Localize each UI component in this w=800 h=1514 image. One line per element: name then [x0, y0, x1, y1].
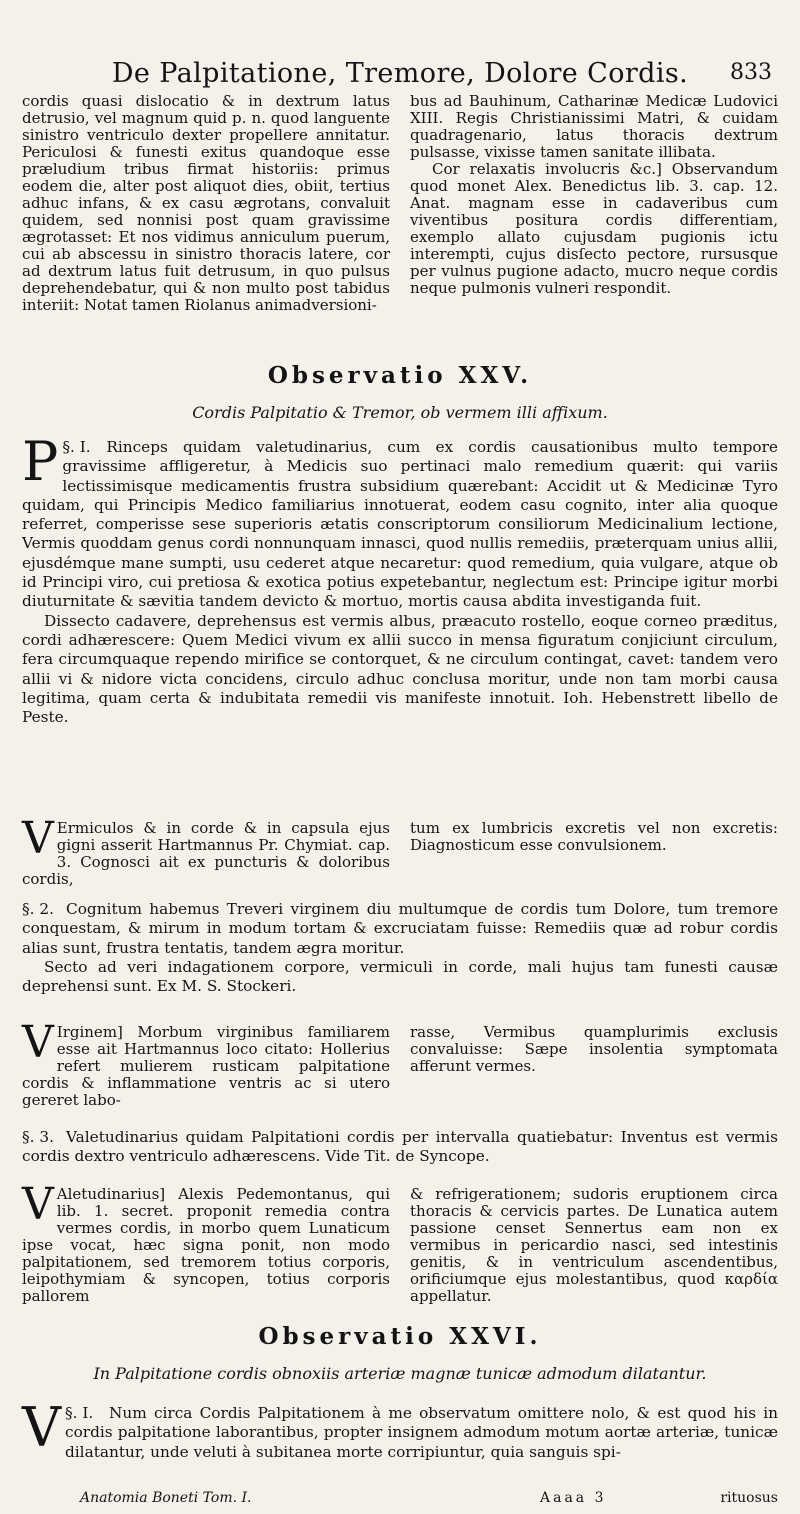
section-label: §. 2. [22, 900, 54, 918]
section-label: §. 3. [22, 1128, 54, 1146]
obs25-note-2 [22, 1017, 778, 1109]
drop-cap: V [22, 1017, 54, 1068]
note-left-column [22, 813, 390, 888]
signature-mark: Aaaa 3 [540, 1490, 607, 1506]
note-text: tum ex lumbricis excretis vel non excretis: Diagnosticum esse convulsionem. [410, 819, 778, 854]
page-number: 833 [730, 60, 772, 85]
observation-26-title: Observatio XXVI. [258, 1323, 542, 1350]
obs25-section-2 [22, 900, 778, 996]
note-text: rasse, Vermibus quamplurimis exclusis convaluisse: Sæpe insolentia symptomata afferunt vermes. [410, 1023, 778, 1075]
top-columns [22, 93, 778, 314]
footer-title: Anatomia Boneti Tom. I. [80, 1490, 252, 1506]
top-left-column [22, 93, 390, 314]
obs25-note-1 [22, 813, 778, 888]
note-text: Irginem] Morbum virginibus familiarem esse ait Hartmannus loco citato: Hollerius refert mulierem rusticam palpitatione cordis & inflammatione ventris ac si utero gereret labo- [22, 1023, 390, 1109]
observation-26-subtitle: In Palpitatione cordis obnoxiis arteriæ magnæ tunicæ admodum dilatantur. [93, 1364, 707, 1383]
note-left-column [22, 1017, 390, 1109]
section-text: Cognitum habemus Treveri virginem diu multumque de cordis tum Dolore, tum tremore conquestam, & mirum in modum tortam & excruciatam fuisse: Remediis quæ ad robur cordis alias sunt, frustra tentatis, tandem ægra moritur. [22, 900, 778, 957]
top-left-text: cordis quasi dislocatio & in dextrum latus detrusio, vel magnum quid p. n. quod languente sinistro ventriculo dexter propellere annitatur. Periculosi & funesti exitus quandoque esse præludium tribus firmat historiis: primus eodem die, alter post aliquot dies, obiit, tertius adhuc infans, & ex casu ægrotans, convaluit quidem, sed nonnisi post quam gravissime ægrotasset: Et nos vidimus anniculum puerum, cui ab abscessu in sinistro thoracis latere, cor ad dextrum latus fuit detrusum, in quo pulsus deprehendebatur, qui & non multo post tabidus interiit: Notat tamen Riolanus animadversioni- [22, 92, 390, 314]
drop-cap: V [22, 1396, 61, 1459]
running-header: De Palpitatione, Tremore, Dolore Cordis. [111, 58, 689, 89]
note-text: Aletudinarius] Alexis Pedemontanus, qui lib. 1. secret. proponit remedia contra vermes cordis, in morbo quem Lunaticum ipse vocat, hæc signa ponit, non modo palpitationem, sed tremorem totius corporis, leipothymiam & syncopen, totius corporis pallorem [22, 1185, 390, 1305]
catchword: rituosus [720, 1490, 778, 1506]
note-text: Ermiculos & in corde & in capsula ejus gigni asserit Hartmannus Pr. Chymiat. cap. 3. Cognosci ait ex puncturis & doloribus cordis, [22, 819, 390, 888]
section-text-continued: Secto ad veri indagationem corpore, vermiculi in corde, mali hujus tam funesti causæ deprehensi sunt. Ex M. S. Stockeri. [22, 957, 778, 996]
obs26-section-1 [22, 1396, 778, 1462]
section-text: Num circa Cordis Palpitationem à me observatum omittere nolo, & est quod his in cordis palpitatione laborantibus, propter insignem admodum motum aortæ arteriæ, tunicæ dilatantur, unde veluti à subitanea morte corripiuntur, quia sanguis spi- [65, 1404, 778, 1461]
section-label: §. I. [65, 1404, 94, 1422]
drop-cap: V [22, 1179, 54, 1230]
note-right-column [410, 1024, 778, 1109]
observation-25-title: Observatio XXV. [267, 362, 533, 389]
note-right-column [410, 1186, 778, 1305]
obs25-note-3 [22, 1179, 778, 1305]
top-right-text-2: Cor relaxatis involucris &c.] Observandum quod monet Alex. Benedictus lib. 3. cap. 12. Anat. magnam esse in cadaveribus cum viventibus positura cordis differentiam, exemplo allato cujusdam pugionis ictu interempti, cujus disſecto pectore, rursusque per vulnus pugione adacto, mucro neque cordis neque pulmonis vulneri respondit. [410, 160, 778, 297]
drop-cap: V [22, 813, 54, 864]
obs25-section-1 [22, 430, 778, 727]
top-right-column [410, 93, 778, 314]
note-text: & refrigerationem; sudoris eruptionem circa thoracis & cervicis partes. De Lunatica autem passione censet Sennertus eam non ex vermibus in pericardio nasci, sed intestinis genitis, & in ventriculum ascendentibus, orificiumque ejus molestantibus, quod καρδία appellatur. [410, 1185, 778, 1305]
section-text: Rinceps quidam valetudinarius, cum ex cordis causationibus multo tempore gravissime affligeretur, à Medicis suo pertinaci malo remedium quærit: qui variis lectissimisque medicamentis frustra subsidium quærebant: Accidit ut & Medicinæ Tyro quidam, qui Principis Medico familiarius innotuerat, eodem casu cognito, inter alia quoque referret, comperisse sese superioris ætatis conscriptorum consiliorum Medicinalium lectione, Vermis quoddam genus cordi nonnunquam innasci, quod nullis remediis, præterquam unius allii, ejusdémque mane sumpti, usu cederet atque necaretur: quod remedium, quia vulgare, atque ob id Principi viro, cui pretiosa & exotica potius expetebantur, neglectum est: Principe igitur morbi diuturnitate & sævitia tandem devicto & mortuo, mortis causa abdita investiganda fuit. [22, 438, 778, 611]
note-right-column [410, 820, 778, 888]
obs25-section-3 [22, 1128, 778, 1167]
drop-cap: P [22, 430, 59, 493]
top-right-text-1: bus ad Bauhinum, Catharinæ Medicæ Ludovici XIII. Regis Christianissimi Matri, & cuidam quadragenario, latus thoracis dextrum pulsasse, vixisse tamen sanitate illibata. [410, 92, 778, 161]
note-left-column [22, 1179, 390, 1305]
section-text: Valetudinarius quidam Palpitationi cordis per intervalla quatiebatur: Inventus est vermis cordis dextro ventriculo adhærescens. Vide Tit. de Syncope. [22, 1128, 778, 1166]
section-text-continued: Dissecto cadavere, deprehensus est vermis albus, præacuto rostello, eoque corneo præditus, cordi adhærescere: Quem Medici vivum ex allii succo in mensa figuratum conjiciunt circulum, fera circumquaque rependo mirifice se contorquet, & ne circulum contingat, cavet: tandem vero allii vi & nidore victa concidens, circulo adhuc conclusa moritur, unde non tam morbi causa legitima, quam certa & indubitata remedii vis manifeste innotuit. Ioh. Hebenstrett libello de Peste. [22, 611, 778, 727]
section-label: §. I. [62, 438, 91, 456]
observation-25-subtitle: Cordis Palpitatio & Tremor, ob vermem illi affixum. [192, 403, 608, 422]
page-footer [80, 1490, 778, 1506]
